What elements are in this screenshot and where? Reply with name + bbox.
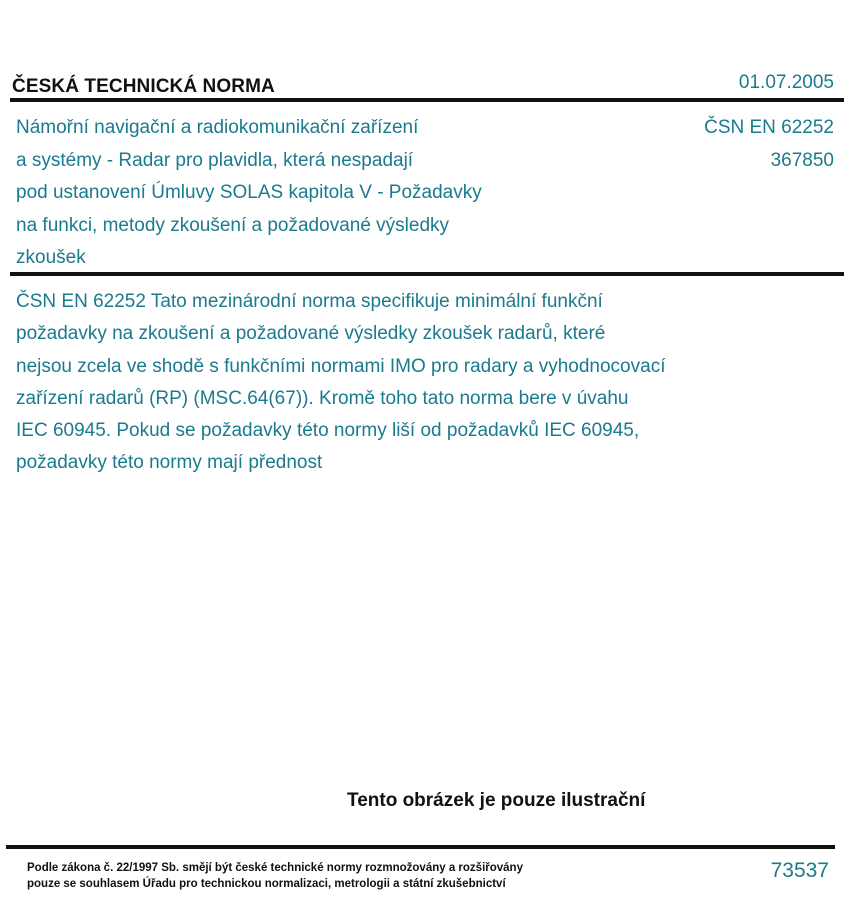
standard-codes (704, 112, 834, 177)
title-line: na funkci, metody zkoušení a požadované výsledky (16, 214, 450, 236)
abstract-line: nejsou zcela ve shodě s funkčními normami IMO pro radary a vyhodnocovací (16, 355, 666, 377)
legal-line: pouze se souhlasem Úřadu pro technickou normalizaci, metrologii a státní zkušebnictví (27, 877, 506, 890)
title-line: zkoušek (16, 247, 86, 268)
publication-date: 01.07.2005 (738, 72, 834, 93)
abstract-line: požadavky na zkoušení a požadované výsledky zkoušek radarů, které (16, 323, 606, 345)
illustration-notice: Tento obrázek je pouze ilustrační (347, 790, 646, 811)
title-line: a systémy - Radar pro plavidla, která nespadají (16, 149, 414, 171)
standard-number: ČSN EN 62252 (704, 117, 834, 138)
catalog-number: 73537 (770, 859, 829, 882)
abstract-line: IEC 60945. Pokud se požadavky této normy liší od požadavků IEC 60945, (16, 420, 640, 442)
footer-divider (6, 845, 835, 849)
title-divider (10, 272, 844, 276)
standard-title (16, 112, 576, 275)
legal-line: Podle zákona č. 22/1997 Sb. smějí být české technické normy rozmnožovány a rozšiřovány (27, 862, 523, 874)
abstract-line: požadavky této normy mají přednost (16, 452, 323, 474)
document-type-label: ČESKÁ TECHNICKÁ NORMA (12, 76, 275, 97)
title-line: Námořní navigační a radiokomunikační zařízení (16, 117, 419, 138)
standard-abstract (16, 286, 816, 480)
legal-notice (27, 861, 523, 892)
abstract-line: zařízení radarů (RP) (MSC.64(67)). Kromě toho tato norma bere v úvahu (16, 387, 629, 409)
classification-number: 367850 (770, 149, 834, 171)
abstract-line: ČSN EN 62252 Tato mezinárodní norma specifikuje minimální funkční (16, 291, 603, 312)
title-line: pod ustanovení Úmluvy SOLAS kapitola V - Požadavky (16, 182, 482, 203)
header-divider (10, 98, 844, 102)
